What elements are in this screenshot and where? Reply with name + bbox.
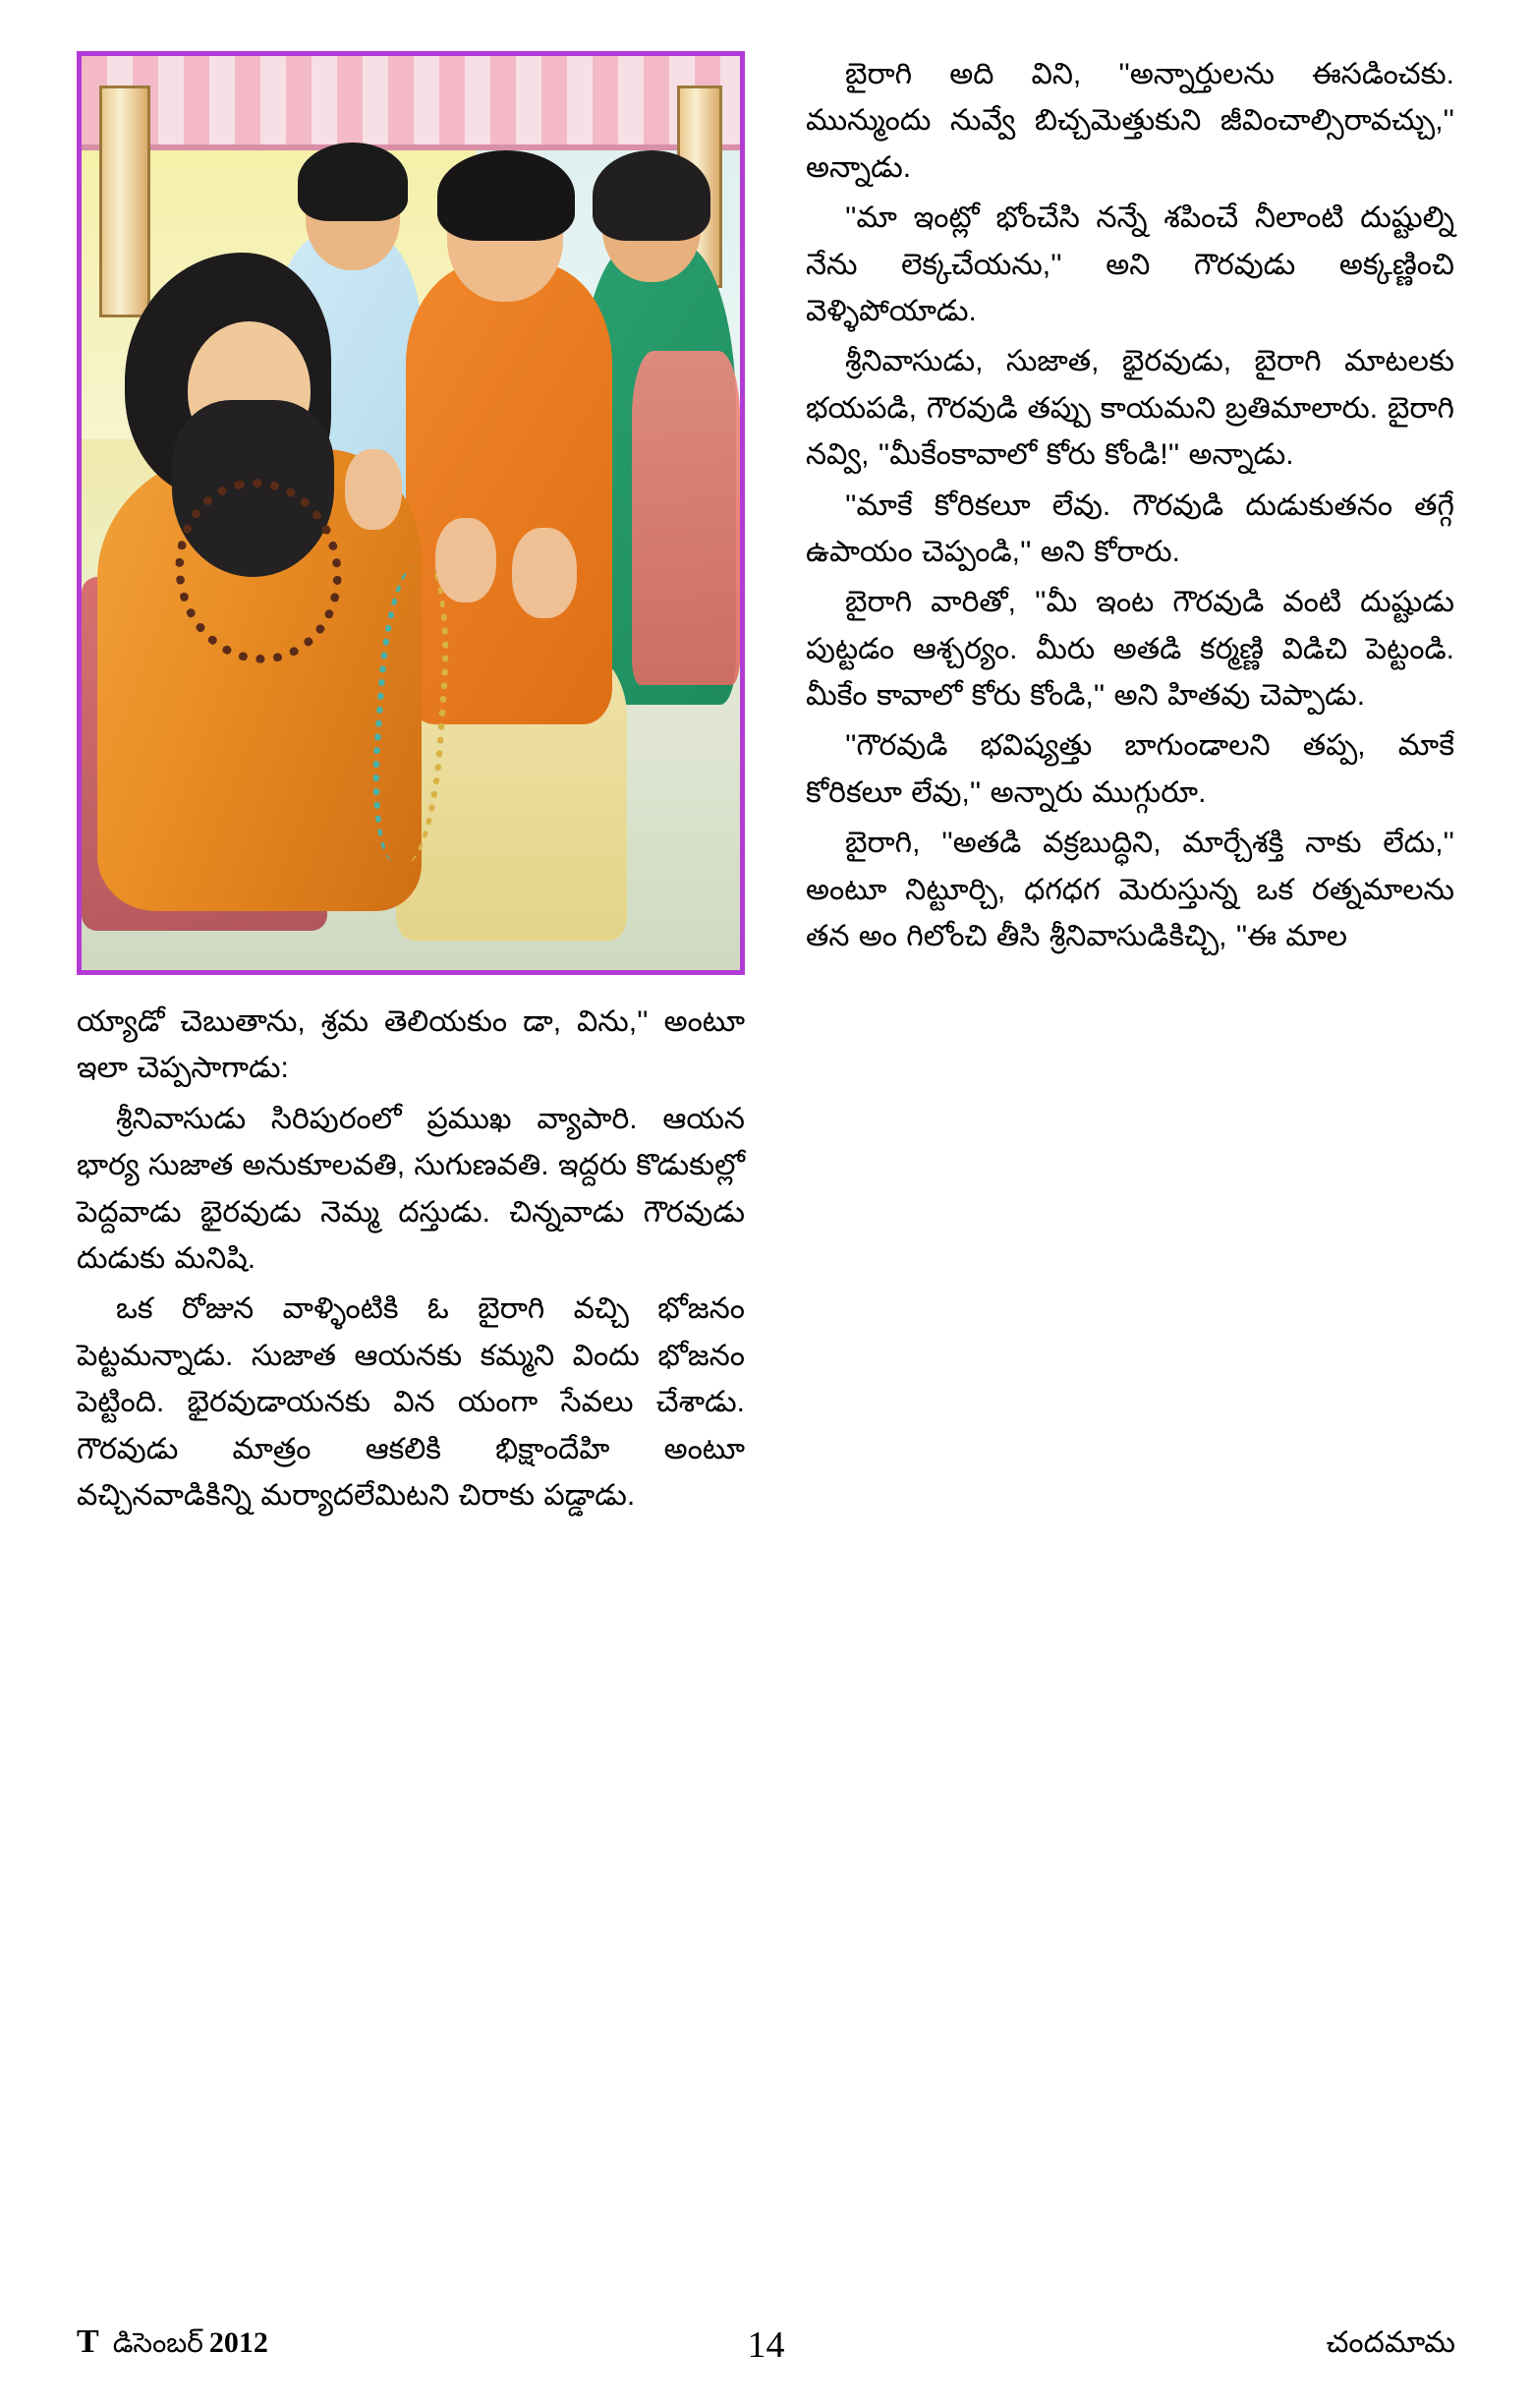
footer-magazine-name: చందమామ [1326, 2326, 1455, 2359]
right-column [806, 51, 1454, 2282]
footer-year: 2012 [208, 2326, 268, 2359]
body-paragraph: య్యాడో చెబుతాను, శ్రమ తెలియకుం డా, విను,'' అంటూ ఇలా చెప్పసాగాడు: [77, 1005, 745, 1085]
body-paragraph: ఒక రోజున వాళ్ళింటికి ఓ బైరాగి వచ్చి భోజనం పెట్టమన్నాడు. సుజాత ఆయనకు కమ్మని విందు భోజనం పెట్టింది. భైరవుడాయనకు విన యంగా సేవలు చేశాడు. గౌరవుడు మాత్రం ఆకలికి భిక్షాందేహి అంటూ వచ్చినవాడికిన్ని మర్యాదలేమిటని చిరాకు పడ్డాడు. [77, 1292, 745, 1512]
figure-merchant-hand-left [435, 518, 496, 602]
page-number: 14 [747, 2324, 785, 2366]
figure-woman-hair [593, 150, 710, 241]
illustration-canopy [82, 56, 740, 150]
body-paragraph: శ్రీనివాసుడు సిరిపురంలో ప్రముఖ వ్యాపారి. ఆయన భార్య సుజాత అనుకూలవతి, సుగుణవతి. ఇద్దరు కొడుకుల్లో పెద్దవాడు భైరవుడు నెమ్మ దస్తుడు. చిన్నవాడు గౌరవుడు దుడుకు మనిషి. [77, 1102, 745, 1275]
body-paragraph: బైరాగి, ''అతడి వక్రబుద్ధిని, మార్చేశక్తి నాకు లేదు,'' అంటూ నిట్టూర్చి, ధగధగ మెరుస్తున్న ఒక రత్నమాలను తన అం గిలోంచి తీసి శ్రీనివాసుడికిచ్చి, ''ఈ మాల [806, 827, 1454, 953]
figure-merchant-hair [437, 150, 575, 241]
body-paragraph: శ్రీనివాసుడు, సుజాత, భైరవుడు, బైరాగి మాటలకు భయపడి, గౌరవుడి తప్పు కాయమని బ్రతిమాలారు. బైరాగి నవ్వి, ''మీకేంకావాలో కోరు కోండి!'' అన్నాడు. [806, 345, 1454, 472]
figure-merchant-hand-right [512, 528, 577, 618]
left-column [77, 51, 745, 2282]
story-illustration [77, 51, 745, 975]
body-paragraph: ''మాకే కోరికలూ లేవు. గౌరవుడి దుడుకుతనం తగ్గే ఉపాయం చెప్పండి,'' అని కోరారు. [806, 488, 1454, 568]
illustration-pillar-left [99, 86, 150, 317]
figure-sage-hand [345, 449, 402, 530]
figure-young-man-hair [298, 143, 408, 221]
illustration-artwork [82, 56, 740, 970]
body-paragraph: ''గౌరవుడి భవిష్యత్తు బాగుండాలని తప్ప, మాకే కోరికలూ లేవు,'' అన్నారు ముగ్గురూ. [806, 729, 1454, 809]
two-column-layout [77, 51, 1455, 2282]
page-footer [77, 2323, 1455, 2375]
footer-issue-date [77, 2323, 268, 2366]
body-paragraph: బైరాగి అది విని, ''అన్నార్తులను ఈసడించకు. మున్ముందు నువ్వే బిచ్చమెత్తుకుని జీవించాల్సిరావచ్చు,'' అన్నాడు. [806, 58, 1454, 184]
body-paragraph: బైరాగి వారితో, ''మీ ఇంట గౌరవుడి వంటి దుష్టుడు పుట్టడం ఆశ్చర్యం. మీరు అతడి కర్మణ్ణి విడిచి పెట్టండి. మీకేం కావాలో కోరు కోండి,'' అని హితవు చెప్పాడు. [806, 586, 1454, 713]
footer-mark: T [77, 2323, 99, 2360]
figure-woman-sari [632, 351, 740, 685]
footer-month: డిసెంబర్ [112, 2327, 203, 2358]
body-paragraph: ''మా ఇంట్లో భోంచేసి నన్నే శపించే నీలాంటి దుష్టుల్ని నేను లెక్కచేయను,'' అని గౌరవుడు అక్కణ్ణించి వెళ్ళిపోయాడు. [806, 201, 1454, 327]
